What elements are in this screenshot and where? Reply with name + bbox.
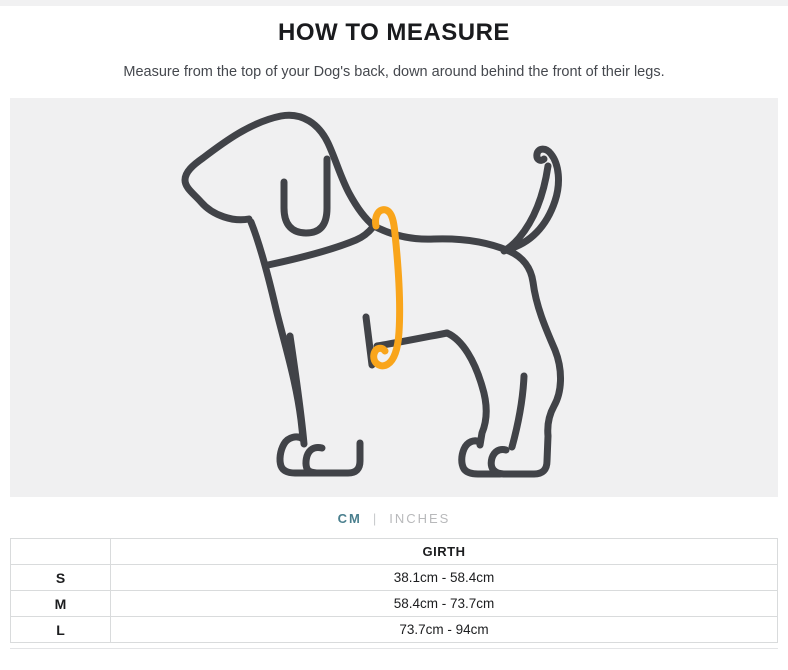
dog-illustration-panel [10,98,778,497]
page-title: HOW TO MEASURE [278,19,510,46]
unit-cm-button[interactable]: CM [337,511,362,526]
unit-toggle [0,511,788,526]
size-table [10,538,778,643]
girth-value-s: 38.1cm - 58.4cm [111,565,778,591]
measure-instructions: Measure from the top of your Dog's back, down around behind the front of their legs. [123,64,665,80]
girth-column-header: GIRTH [111,539,778,565]
girth-value-m: 58.4cm - 73.7cm [111,591,778,617]
size-label-m: M [11,591,111,617]
dog-belly-line [377,333,447,346]
size-label-s: S [11,565,111,591]
dog-front-paw-far [306,443,360,473]
table-row [11,565,778,591]
size-column-header [11,539,111,565]
dog-thigh-line [447,333,486,445]
dog-chest-line [251,222,303,438]
dog-ear-line [284,159,327,233]
size-label-l: L [11,617,111,643]
dog-outline [185,115,561,474]
table-row [11,617,778,643]
dog-hind-paw-far [491,436,548,474]
dog-hock-line [512,376,524,447]
dog-front-paw-near [280,437,318,473]
dog-body-line [185,115,561,436]
top-divider-strip [0,0,788,6]
unit-inches-button[interactable]: INCHES [389,511,451,526]
dog-front-leg-inner-line [290,336,304,444]
girth-value-l: 73.7cm - 94cm [111,617,778,643]
bottom-divider [10,648,778,649]
size-table-header-row [11,539,778,565]
dog-illustration [10,98,778,497]
table-row [11,591,778,617]
unit-separator: | [372,511,379,526]
